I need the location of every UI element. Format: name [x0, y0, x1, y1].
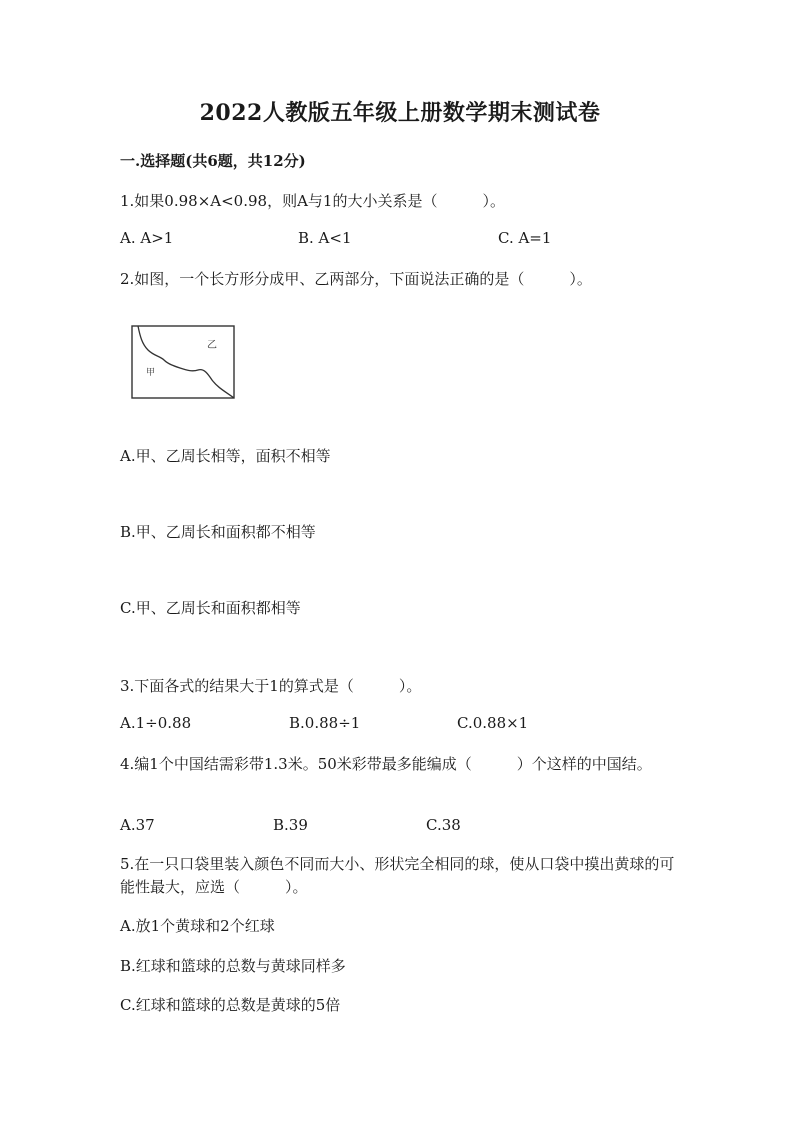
question-1-option-c: C. A=1 — [498, 229, 552, 247]
rectangle-figure — [130, 322, 238, 400]
question-2-text: 2.如图，一个长方形分成甲、乙两部分，下面说法正确的是（ ）。 — [120, 270, 592, 288]
question-2-option-a: A.甲、乙周长相等，面积不相等 — [120, 447, 331, 465]
question-5-option-b: B.红球和篮球的总数与黄球同样多 — [120, 957, 346, 975]
question-3-option-a: A.1÷0.88 — [120, 714, 192, 732]
figure-label-yi: 乙 — [207, 340, 217, 351]
question-5-option-c: C.红球和篮球的总数是黄球的5倍 — [120, 996, 341, 1014]
question-3-option-c: C.0.88×1 — [457, 714, 529, 732]
question-3-text: 3.下面各式的结果大于1的算式是（ ）。 — [120, 677, 422, 695]
question-5-text: 5.在一只口袋里装入颜色不同而大小、形状完全相同的球，使从口袋中摸出黄球的可能性最大，应选（ ）。 — [120, 855, 675, 896]
question-1-text: 1.如果0.98×A<0.98，则A与1的大小关系是（ ）。 — [120, 192, 505, 210]
question-4-option-c: C.38 — [426, 816, 461, 834]
section-heading: 一.选择题(共6题，共12分) — [120, 152, 306, 170]
question-2-option-b: B.甲、乙周长和面积都不相等 — [120, 523, 316, 541]
question-5-option-a: A.放1个黄球和2个红球 — [120, 917, 275, 935]
question-1-option-b: B. A<1 — [298, 229, 352, 247]
question-4-option-b: B.39 — [273, 816, 308, 834]
question-1-option-a: A. A>1 — [120, 229, 174, 247]
question-4-text: 4.编1个中国结需彩带1.3米。50米彩带最多能编成（ ）个这样的中国结。 — [120, 755, 652, 773]
question-3-option-b: B.0.88÷1 — [289, 714, 361, 732]
page-title: 2022人教版五年级上册数学期末测试卷 — [199, 100, 601, 126]
question-2-option-c: C.甲、乙周长和面积都相等 — [120, 599, 301, 617]
figure-label-jia: 甲 — [146, 368, 156, 378]
question-4-option-a: A.37 — [120, 816, 155, 834]
